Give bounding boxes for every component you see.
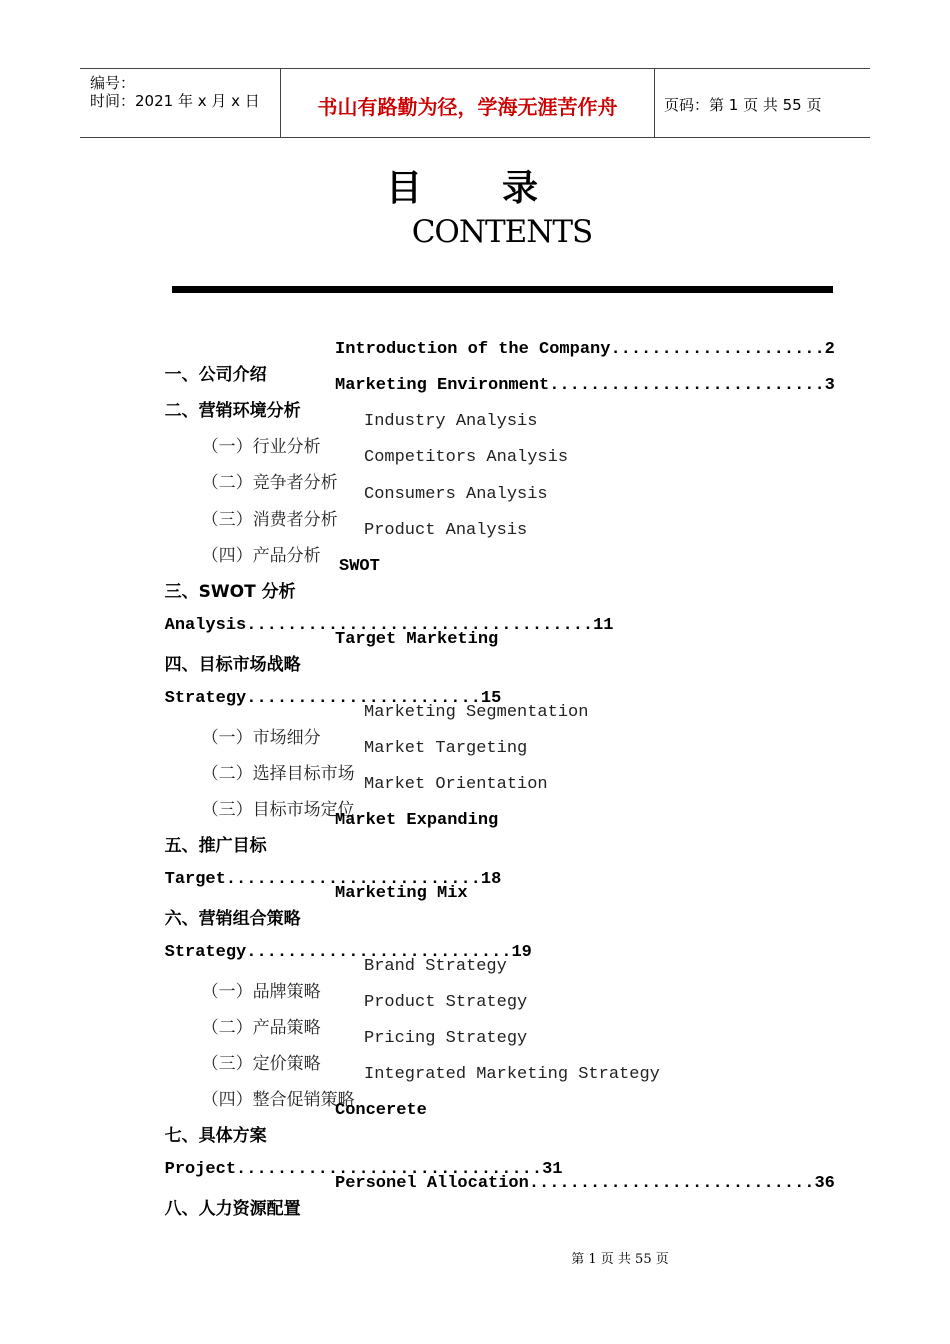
toc-entry-cn: 三、SWOT 分析	[164, 582, 296, 602]
toc-entry-en: Pricing Strategy	[364, 1029, 528, 1048]
toc-entry-en: Market Orientation	[364, 775, 548, 794]
toc-subentry-6-1[interactable]	[180, 957, 507, 1002]
toc-entry-cn: （三）消费者分析	[201, 510, 338, 530]
toc-entry-5[interactable]	[143, 811, 499, 856]
time-label: 时间：2021 年 x 月 x 日	[90, 92, 260, 110]
page-footer: 第 1 页 共 55 页	[571, 1252, 669, 1267]
toc-entry-cn: 七、具体方案	[164, 1126, 267, 1146]
toc-entry-en: Competitors Analysis	[364, 448, 569, 467]
toc-entry-en: Integrated Marketing Strategy	[364, 1065, 660, 1084]
toc-entry-cn: （四）产品分析	[201, 546, 321, 566]
toc-entry-page-line: Strategy.......................15	[164, 689, 502, 708]
toc-entry-cn: （二）选择目标市场	[201, 764, 355, 784]
toc-entry-cn: （三）定价策略	[201, 1054, 321, 1074]
toc-entry-en: SWOT	[339, 557, 380, 576]
toc-entry-cn: （二）竞争者分析	[201, 473, 338, 493]
toc-entry-cn: 一、公司介绍	[164, 365, 267, 385]
toc-entry-page-line: Strategy..........................19	[164, 943, 532, 962]
toc-entry-en: Product Analysis	[364, 521, 528, 540]
toc-entry-1[interactable]	[143, 340, 835, 385]
toc-entry-cn: （四）整合促销策略	[201, 1090, 355, 1110]
toc-entry-3-continuation[interactable]	[143, 594, 614, 635]
toc-entry-7[interactable]	[143, 1101, 427, 1146]
toc-entry-en: Marketing Segmentation	[364, 703, 589, 722]
toc-entry-cn: 二、营销环境分析	[164, 401, 301, 421]
toc-subentry-2-1[interactable]	[180, 412, 538, 457]
toc-entry-en: Introduction of the Company.....................2	[335, 340, 835, 359]
toc-entry-en: Target Marketing	[335, 630, 499, 649]
toc-entry-cn: （三）目标市场定位	[201, 800, 355, 820]
motto: 书山有路勤为径，学海无涯苦作舟	[317, 95, 618, 119]
toc-subentry-4-2[interactable]	[180, 739, 528, 784]
toc-subentry-2-2[interactable]	[180, 448, 569, 493]
toc-subentry-6-2[interactable]	[180, 993, 528, 1038]
toc-entry-cn: 四、目标市场战略	[164, 655, 301, 675]
toc-entry-3[interactable]	[143, 557, 380, 602]
toc-entry-6-continuation[interactable]	[143, 921, 532, 962]
toc-entry-cn: （一）品牌策略	[201, 982, 321, 1002]
toc-subentry-2-3[interactable]	[180, 485, 548, 530]
toc-subentry-2-4[interactable]	[180, 521, 528, 566]
toc-entry-page-line: Target.........................18	[164, 870, 502, 889]
toc-entry-2[interactable]	[143, 376, 835, 421]
toc-entry-cn: 八、人力资源配置	[164, 1199, 301, 1219]
toc-entry-cn: 六、营销组合策略	[164, 909, 301, 929]
toc-entry-en: Product Strategy	[364, 993, 528, 1012]
toc-subentry-4-3[interactable]	[180, 775, 548, 820]
toc-subentry-6-3[interactable]	[180, 1029, 528, 1074]
toc-entry-cn: （一）行业分析	[201, 437, 321, 457]
toc-entry-8[interactable]	[143, 1174, 835, 1219]
toc-entry-5-continuation[interactable]	[143, 848, 502, 889]
toc-entry-cn: 五、推广目标	[164, 836, 267, 856]
toc-entry-en: Brand Strategy	[364, 957, 507, 976]
toc-subentry-6-4[interactable]	[180, 1065, 660, 1110]
number-label: 编号：	[90, 74, 136, 92]
toc-entry-6[interactable]	[143, 884, 468, 929]
toc-entry-en: Concerete	[335, 1101, 427, 1120]
toc-entry-page-line: Analysis..................................11	[164, 616, 614, 635]
toc-entry-en: Market Targeting	[364, 739, 528, 758]
toc-entry-en: Marketing Environment...........................3	[335, 376, 835, 395]
page-title: 目录	[385, 168, 618, 209]
toc-entry-4[interactable]	[143, 630, 499, 675]
toc-entry-cn: （一）市场细分	[201, 728, 321, 748]
toc-entry-4-continuation[interactable]	[143, 667, 502, 708]
toc-subentry-4-1[interactable]	[180, 703, 589, 748]
page-subtitle: CONTENTS	[411, 214, 593, 250]
toc-entry-cn: （二）产品策略	[201, 1018, 321, 1038]
toc-entry-page-line: Project..............................31	[164, 1160, 563, 1179]
toc-entry-en: Marketing Mix	[335, 884, 468, 903]
page-indicator: 页码：第 1 页 共 55 页	[664, 96, 822, 114]
toc-entry-7-continuation[interactable]	[143, 1138, 563, 1179]
toc-entry-en: Industry Analysis	[364, 412, 538, 431]
toc-entry-en: Personel Allocation............................36	[335, 1174, 835, 1193]
toc-entry-en: Consumers Analysis	[364, 485, 548, 504]
toc-entry-en: Market Expanding	[335, 811, 499, 830]
